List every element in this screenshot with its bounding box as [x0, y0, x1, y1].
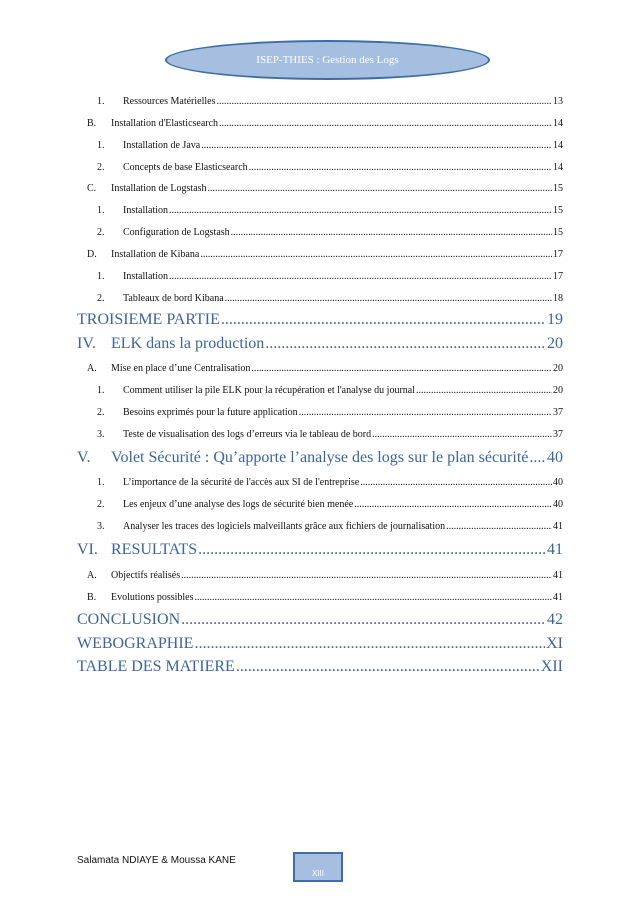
toc-entry-page: XII	[540, 658, 563, 675]
toc-entry[interactable]	[87, 249, 563, 260]
toc-leader-dots	[198, 541, 546, 559]
toc-entry-title: CONCLUSION	[77, 611, 181, 628]
toc-entry-number: 3.	[97, 521, 105, 532]
toc-chapter-entry[interactable]	[77, 449, 563, 467]
toc-entry-title: TROISIEME PARTIE	[77, 311, 220, 328]
toc-entry-page: 41	[553, 570, 563, 581]
toc-leader-dots	[181, 570, 552, 581]
toc-entry-page: 41	[547, 541, 563, 558]
toc-entry[interactable]	[97, 477, 563, 488]
toc-entry-title: Mise en place d’une Centralisation	[111, 363, 251, 374]
toc-entry[interactable]	[87, 363, 563, 374]
toc-entry-page: 15	[553, 227, 563, 238]
toc-leader-dots	[251, 363, 552, 374]
toc-entry-number: 2.	[97, 293, 105, 304]
toc-entry[interactable]	[87, 592, 563, 603]
toc-entry-page: 14	[553, 118, 563, 129]
toc-entry-page: 40	[553, 477, 563, 488]
page-number-tab	[293, 852, 343, 882]
toc-entry[interactable]	[97, 140, 563, 151]
toc-entry-page: 41	[553, 592, 563, 603]
toc-entry-title: ELK dans la production	[111, 335, 265, 352]
toc-entry-page: 20	[553, 363, 563, 374]
toc-entry-page: 40	[547, 449, 563, 466]
toc-entry[interactable]	[87, 118, 563, 129]
toc-leader-dots	[236, 658, 540, 676]
toc-entry-title: Configuration de Logstash	[123, 227, 230, 238]
toc-entry-title: Installation	[123, 271, 168, 282]
toc-entry-number: C.	[87, 183, 97, 194]
toc-entry-number: B.	[87, 118, 97, 129]
toc-entry-page: XI	[546, 635, 563, 652]
toc-entry-number: A.	[87, 570, 97, 581]
toc-entry-number: V.	[77, 449, 91, 466]
toc-entry-number: 1.	[97, 271, 105, 282]
toc-leader-dots	[195, 592, 552, 603]
toc-entry[interactable]	[97, 162, 563, 173]
toc-leader-dots	[169, 271, 552, 282]
toc-entry-title: WEBOGRAPHIE	[77, 635, 194, 652]
toc-entry-page: 19	[547, 311, 563, 328]
toc-entry-page: 20	[553, 385, 563, 396]
toc-entry-title: Teste de visualisation des logs d’erreurs via le tableau de bord	[123, 429, 372, 440]
toc-entry-page: 14	[553, 162, 563, 173]
toc-leader-dots	[201, 140, 552, 151]
toc-entry-page: 20	[547, 335, 563, 352]
toc-part-entry[interactable]	[77, 635, 563, 653]
toc-entry-number: 1.	[97, 96, 105, 107]
toc-entry[interactable]	[87, 570, 563, 581]
toc-leader-dots	[181, 611, 546, 629]
toc-entry-page: 17	[553, 249, 563, 260]
toc-leader-dots	[225, 293, 552, 304]
toc-entry-number: B.	[87, 592, 97, 603]
toc-entry-title: Evolutions possibles	[111, 592, 194, 603]
toc-chapter-entry[interactable]	[77, 335, 563, 353]
toc-entry-page: 13	[553, 96, 563, 107]
toc-leader-dots	[194, 635, 545, 653]
toc-entry-title: TABLE DES MATIERE	[77, 658, 235, 675]
toc-entry-title: Volet Sécurité : Qu’apporte l’analyse des logs sur le plan sécurité	[111, 449, 529, 466]
toc-entry-number: 2.	[97, 407, 105, 418]
header-banner	[165, 40, 490, 80]
toc-leader-dots	[219, 118, 552, 129]
toc-entry-number: 1.	[97, 385, 105, 396]
toc-entry-number: VI.	[77, 541, 98, 558]
toc-entry-title: Ressources Matérielles	[123, 96, 216, 107]
toc-entry-number: 2.	[97, 162, 105, 173]
toc-entry[interactable]	[87, 183, 563, 194]
toc-leader-dots	[221, 311, 546, 329]
page-number: XIII	[311, 869, 324, 878]
toc-entry[interactable]	[97, 407, 563, 418]
toc-entry-page: 37	[553, 407, 563, 418]
toc-leader-dots	[416, 385, 552, 396]
toc-entry[interactable]	[97, 429, 563, 440]
toc-entry-number: 3.	[97, 429, 105, 440]
toc-entry-title: Installation d'Elasticsearch	[111, 118, 219, 129]
toc-entry-page: 14	[553, 140, 563, 151]
toc-entry-page: 37	[553, 429, 563, 440]
toc-leader-dots	[360, 477, 552, 488]
toc-entry-title: Besoins exprimés pour la future application	[123, 407, 298, 418]
toc-entry-title: Objectifs réalisés	[111, 570, 181, 581]
toc-entry-title: Analyser les traces des logiciels malveillants grâce aux fichiers de journalisation	[123, 521, 446, 532]
toc-entry[interactable]	[97, 521, 563, 532]
toc-entry-number: 2.	[97, 499, 105, 510]
toc-entry-title: Les enjeux d’une analyse des logs de sécurité bien menée	[123, 499, 354, 510]
toc-leader-dots	[169, 205, 552, 216]
toc-entry-page: 17	[553, 271, 563, 282]
toc-entry-title: RESULTATS	[111, 541, 198, 558]
toc-entry-page: 15	[553, 205, 563, 216]
toc-chapter-entry[interactable]	[77, 541, 563, 559]
toc-part-entry[interactable]	[77, 311, 563, 329]
toc-entry[interactable]	[97, 227, 563, 238]
toc-entry-title: Installation	[123, 205, 168, 216]
toc-entry-page: 15	[553, 183, 563, 194]
toc-leader-dots	[372, 429, 552, 440]
toc-entry[interactable]	[97, 499, 563, 510]
toc-entry-number: 2.	[97, 227, 105, 238]
toc-entry-number: 1.	[97, 140, 105, 151]
toc-entry-number: D.	[87, 249, 97, 260]
toc-leader-dots	[446, 521, 552, 532]
toc-entry-title: Concepts de base Elasticsearch	[123, 162, 248, 173]
toc-entry-number: 1.	[97, 205, 105, 216]
toc-leader-dots	[529, 449, 546, 467]
toc-entry-title: Installation de Java	[123, 140, 201, 151]
toc-entry-title: Installation de Logstash	[111, 183, 207, 194]
toc-part-entry[interactable]	[77, 611, 563, 629]
toc-entry[interactable]	[97, 271, 563, 282]
toc-entry-page: 40	[553, 499, 563, 510]
toc-entry-number: 1.	[97, 477, 105, 488]
toc-entry[interactable]	[97, 205, 563, 216]
toc-leader-dots	[200, 249, 552, 260]
toc-leader-dots	[249, 162, 552, 173]
toc-entry[interactable]	[97, 385, 563, 396]
toc-entry-title: Comment utiliser la pile ELK pour la récupération et l'analyse du journal	[123, 385, 415, 396]
toc-entry[interactable]	[97, 96, 563, 107]
toc-entry-page: 41	[553, 521, 563, 532]
toc-leader-dots	[299, 407, 552, 418]
toc-leader-dots	[265, 335, 546, 353]
footer-author: Salamata NDIAYE & Moussa KANE	[77, 855, 236, 866]
toc-entry-title: Tableaux de bord Kibana	[123, 293, 224, 304]
toc-entry-page: 42	[547, 611, 563, 628]
toc-entry-page: 18	[553, 293, 563, 304]
toc-entry-number: A.	[87, 363, 97, 374]
toc-part-entry[interactable]	[77, 658, 563, 676]
toc-leader-dots	[231, 227, 552, 238]
toc-entry-number: IV.	[77, 335, 96, 352]
toc-leader-dots	[354, 499, 552, 510]
toc-entry[interactable]	[97, 293, 563, 304]
toc-leader-dots	[208, 183, 552, 194]
header-title: ISEP-THIES : Gestion des Logs	[256, 54, 399, 66]
toc-entry-title: L’importance de la sécurité de l'accès aux SI de l'entreprise	[123, 477, 360, 488]
toc-leader-dots	[216, 96, 552, 107]
toc-entry-title: Installation de Kibana	[111, 249, 200, 260]
